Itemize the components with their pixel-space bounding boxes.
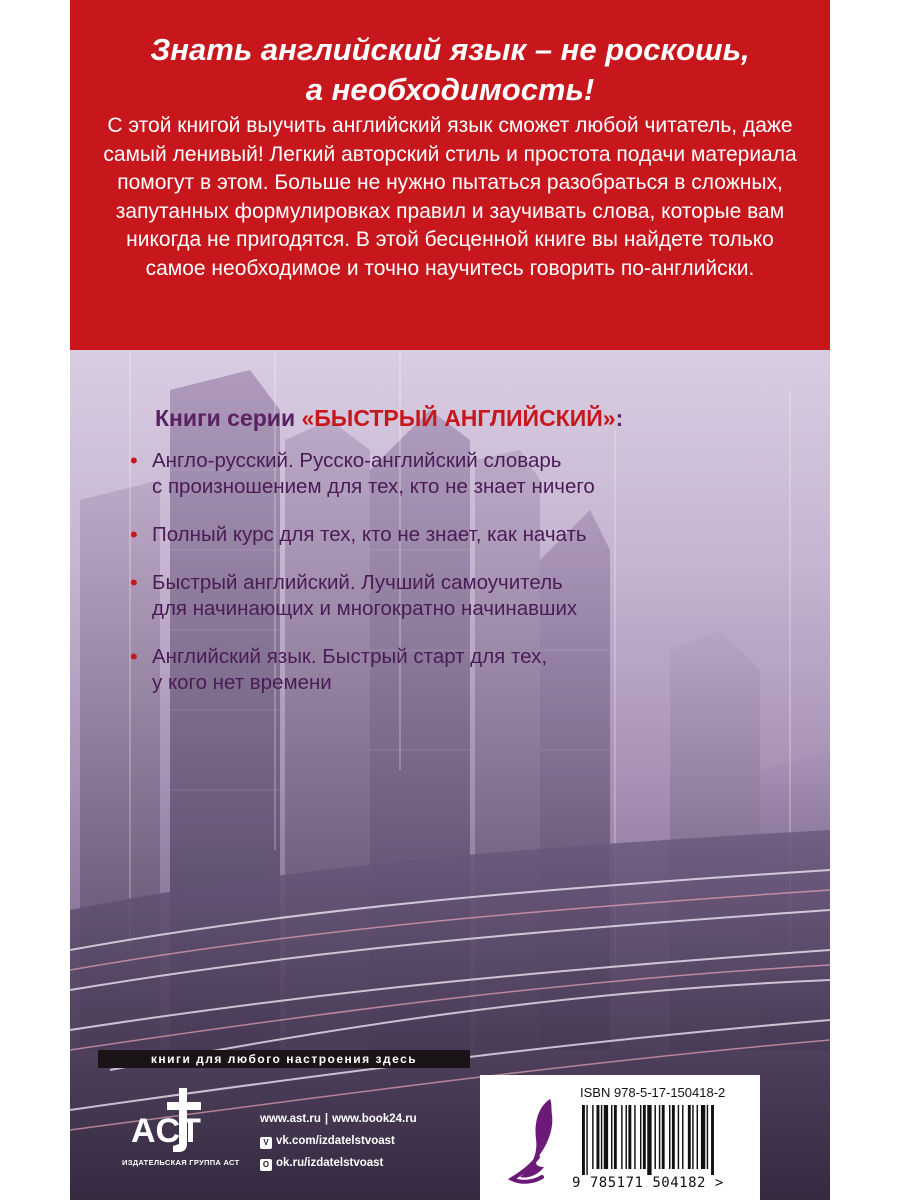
- book-title-line: Англо-русский. Русско-английский словарь: [152, 449, 562, 472]
- barcode-bar: [614, 1105, 617, 1169]
- barcode-bar: [697, 1105, 698, 1169]
- series-name: «БЫСТРЫЙ АНГЛИЙСКИЙ»: [301, 405, 616, 431]
- barcode-bar: [678, 1105, 679, 1169]
- barcode-bar: [662, 1105, 665, 1169]
- site-link-ast[interactable]: www.ast.ru: [260, 1113, 321, 1125]
- headline-line-1: Знать английский язык – не роскошь,: [150, 32, 750, 67]
- headline: [70, 30, 830, 110]
- barcode-bar: [640, 1105, 641, 1169]
- barcode-bar: [611, 1105, 612, 1169]
- vk-link[interactable]: vk.com/izdatelstvoast: [276, 1135, 395, 1147]
- tagline-bar: книги для любого настроения здесь: [98, 1050, 470, 1068]
- series-books-list: [130, 448, 770, 718]
- barcode-digits: 9 785171 504182 >: [572, 1175, 724, 1191]
- bullet-icon: •: [130, 522, 138, 547]
- list-item: [130, 570, 770, 622]
- site-links-row: [260, 1108, 490, 1130]
- book-back-cover: [70, 0, 830, 1200]
- bullet-icon: •: [130, 570, 138, 595]
- red-header-panel: [70, 0, 830, 350]
- barcode-bar: [626, 1105, 627, 1169]
- barcode-bar: [634, 1105, 635, 1169]
- barcode-bar: [582, 1105, 585, 1175]
- barcode-bar: [682, 1105, 683, 1169]
- barcode-bar: [688, 1105, 691, 1169]
- site-link-book24[interactable]: www.book24.ru: [332, 1113, 417, 1125]
- barcode-bar: [701, 1105, 705, 1169]
- series-prefix: Книги серии: [155, 405, 296, 431]
- barcode-bar: [655, 1105, 656, 1169]
- barcode-bar: [592, 1105, 593, 1169]
- ok-icon: O: [260, 1159, 272, 1171]
- barcode-bar: [711, 1105, 714, 1175]
- barcode-bar: [707, 1105, 708, 1169]
- list-item: [130, 644, 770, 696]
- ast-logo-icon: [127, 1084, 207, 1156]
- book-title-line: Английский язык. Быстрый старт для тех,: [152, 645, 548, 668]
- series-suffix: :: [615, 405, 624, 431]
- blurb-paragraph: С этой книгой выучить английский язык сможет любой читатель, даже самый ленивый! Легкий авторский стиль и простота подачи материала помогут в этом. Больше не нужно пытаться разобраться в сложных, запутанных формулировках правил и заучивать слова, которые вам никогда не пригодятся. В этой бесценной книге вы найдете только самое необходимое и точно научитесь говорить по-английски.: [103, 114, 797, 280]
- book-title-line: для начинающих и многократно начинавших: [152, 597, 578, 620]
- headline-line-2: а необходимость!: [305, 72, 595, 107]
- book-title-line: Полный курс для тех, кто не знает, как начать: [152, 523, 587, 546]
- cover-footer: [70, 1050, 830, 1200]
- barcode-bar: [643, 1105, 646, 1169]
- web-links: [260, 1108, 490, 1174]
- barcode-bar: [604, 1105, 608, 1169]
- book-title-line: с произношением для тех, кто не знает ничего: [152, 475, 595, 498]
- isbn-box: [480, 1075, 760, 1200]
- barcode-bar: [647, 1105, 651, 1175]
- isbn-label: ISBN 978-5-17-150418-2: [580, 1085, 726, 1100]
- ok-link[interactable]: ok.ru/izdatelstvoast: [276, 1157, 384, 1169]
- ok-link-row: [260, 1152, 490, 1174]
- series-heading: [155, 405, 795, 432]
- barcode-bar: [621, 1105, 622, 1169]
- vk-link-row: [260, 1130, 490, 1152]
- barcode-bar: [659, 1105, 660, 1169]
- bullet-icon: •: [130, 448, 138, 473]
- quill-logo-icon: [508, 1093, 568, 1188]
- link-separator: |: [324, 1113, 329, 1125]
- publisher-logo-text: ACT: [131, 1112, 201, 1150]
- barcode-bar: [586, 1105, 587, 1175]
- barcode-bar: [669, 1105, 670, 1169]
- book-title-line: у кого нет времени: [152, 671, 332, 694]
- barcode-bar: [601, 1105, 602, 1169]
- book-title-line: Быстрый английский. Лучший самоучитель: [152, 571, 563, 594]
- barcode: [580, 1105, 750, 1175]
- list-item: [130, 522, 770, 548]
- barcode-bar: [672, 1105, 675, 1169]
- vk-icon: V: [260, 1137, 272, 1149]
- barcode-bar: [628, 1105, 631, 1169]
- bullet-icon: •: [130, 644, 138, 669]
- barcode-bar: [597, 1105, 600, 1169]
- publisher-logo: [122, 1084, 240, 1184]
- barcode-bar: [692, 1105, 693, 1169]
- list-item: [130, 448, 770, 500]
- publisher-group-label: ИЗДАТЕЛЬСКАЯ ГРУППА АСТ: [122, 1158, 240, 1167]
